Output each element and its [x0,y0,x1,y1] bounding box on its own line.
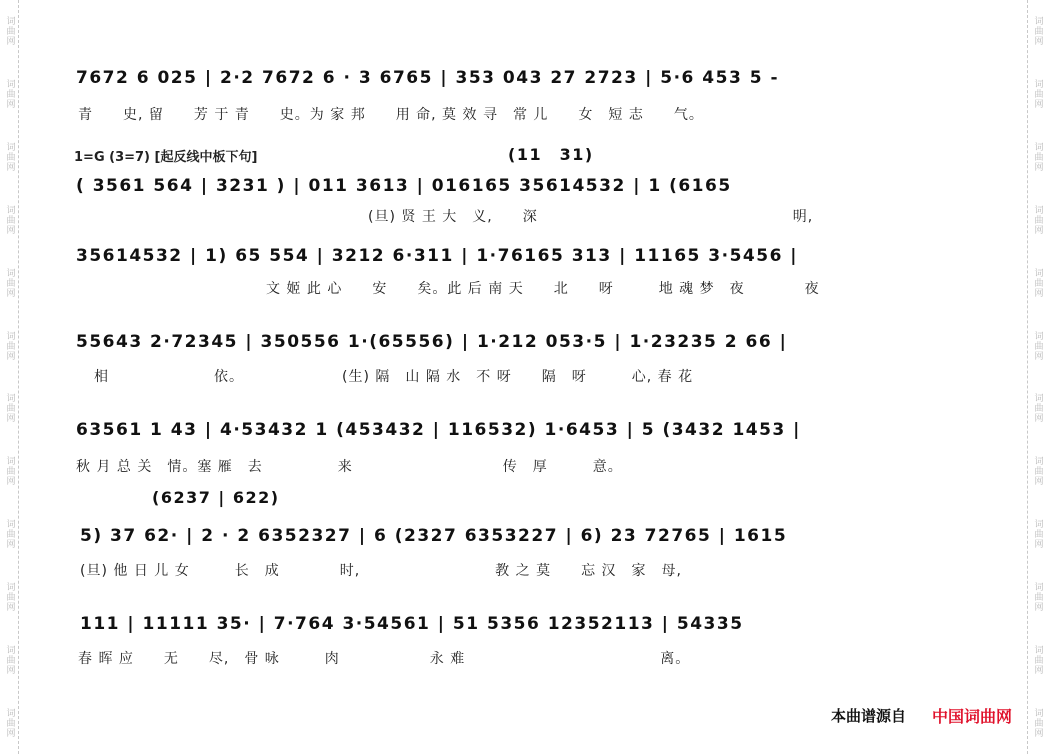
watermark-text: 词曲网 [4,456,15,487]
lyrics-line-7: 春 晖 应 无 尽, 骨 咏 肉 永 难 离。 [78,651,691,667]
watermark-text: 词曲网 [1032,707,1043,738]
watermark-text: 词曲网 [4,393,15,424]
lyrics-line-5: 秋 月 总 关 情。塞 雁 去 来 传 厚 意。 [76,459,623,475]
watermark-text: 词曲网 [4,79,15,110]
watermark-text: 词曲网 [1032,456,1043,487]
watermark-text: 词曲网 [1032,519,1043,550]
watermark-text: 词曲网 [1032,142,1043,173]
watermark-text: 词曲网 [4,142,15,173]
watermark-text: 词曲网 [1032,393,1043,424]
lyrics-line-2: (旦) 贤 王 大 义, 深 明, [368,209,814,225]
lyrics-line-6: (旦) 他 日 儿 女 长 成 时, 教 之 莫 忘 汉 家 母, [80,563,682,579]
notation-line-3: 35614532 | 1) 65 554 | 3212 6·311 | 1·76165 313 | 11165 3·5456 | [76,246,799,266]
notation-line-6: 5) 37 62· | 2 · 2 6352327 | 6 (2327 6353227 | 6) 23 72765 | 1615 [80,526,788,546]
watermark-text: 词曲网 [1032,16,1043,47]
notation-line-7: 111 | 11111 35· | 7·764 3·54561 | 51 5356 12352113 | 54335 [80,614,744,634]
notation-line-1: 7672 6 025 | 2·2 7672 6 · 3 6765 | 353 043 27 2723 | 5·6 453 5 - [76,68,779,88]
watermark-text: 词曲网 [4,204,15,235]
watermark-text: 词曲网 [4,707,15,738]
lyrics-line-1: 青 史, 留 芳 于 青 史。为 家 邦 用 命, 莫 效 寻 常 儿 女 短 志 气。 [78,107,704,123]
notation-line-5: 63561 1 43 | 4·53432 1 (453432 | 116532) 1·6453 | 5 (3432 1453 | [76,420,801,440]
watermark-text: 词曲网 [4,16,15,47]
notation-line-2: ( 3561 564 | 3231 ) | 011 3613 | 016165 35614532 | 1 (6165 [76,176,732,196]
notation-ossia-1: (11 31) [508,145,594,164]
notation-ossia-2: (6237 | 622) [152,488,280,507]
watermark-text: 词曲网 [1032,330,1043,361]
watermark-text: 词曲网 [4,644,15,675]
key-signature-annotation: 1=G (3=7) [起反线中板下句] [74,150,258,165]
lyrics-line-3: 文 姬 此 心 安 矣。此 后 南 天 北 呀 地 魂 梦 夜 夜 [266,281,820,297]
lyrics-line-4: 相 依。 (生) 隔 山 隔 水 不 呀 隔 呀 心, 春 花 [94,369,694,385]
watermark-text: 词曲网 [1032,204,1043,235]
source-label: 本曲谱源自 [830,707,906,725]
watermark-text: 词曲网 [1032,267,1043,298]
watermark-text: 词曲网 [1032,79,1043,110]
watermark-text: 词曲网 [1032,644,1043,675]
source-brand-link[interactable]: 中国词曲网 [931,707,1012,726]
watermark-text: 词曲网 [1032,581,1043,612]
watermark-text: 词曲网 [4,330,15,361]
watermark-text: 词曲网 [4,519,15,550]
watermark-text: 词曲网 [4,267,15,298]
watermark-text: 词曲网 [4,581,15,612]
notation-line-4: 55643 2·72345 | 350556 1·(65556) | 1·212 053·5 | 1·23235 2 66 | [76,332,788,352]
